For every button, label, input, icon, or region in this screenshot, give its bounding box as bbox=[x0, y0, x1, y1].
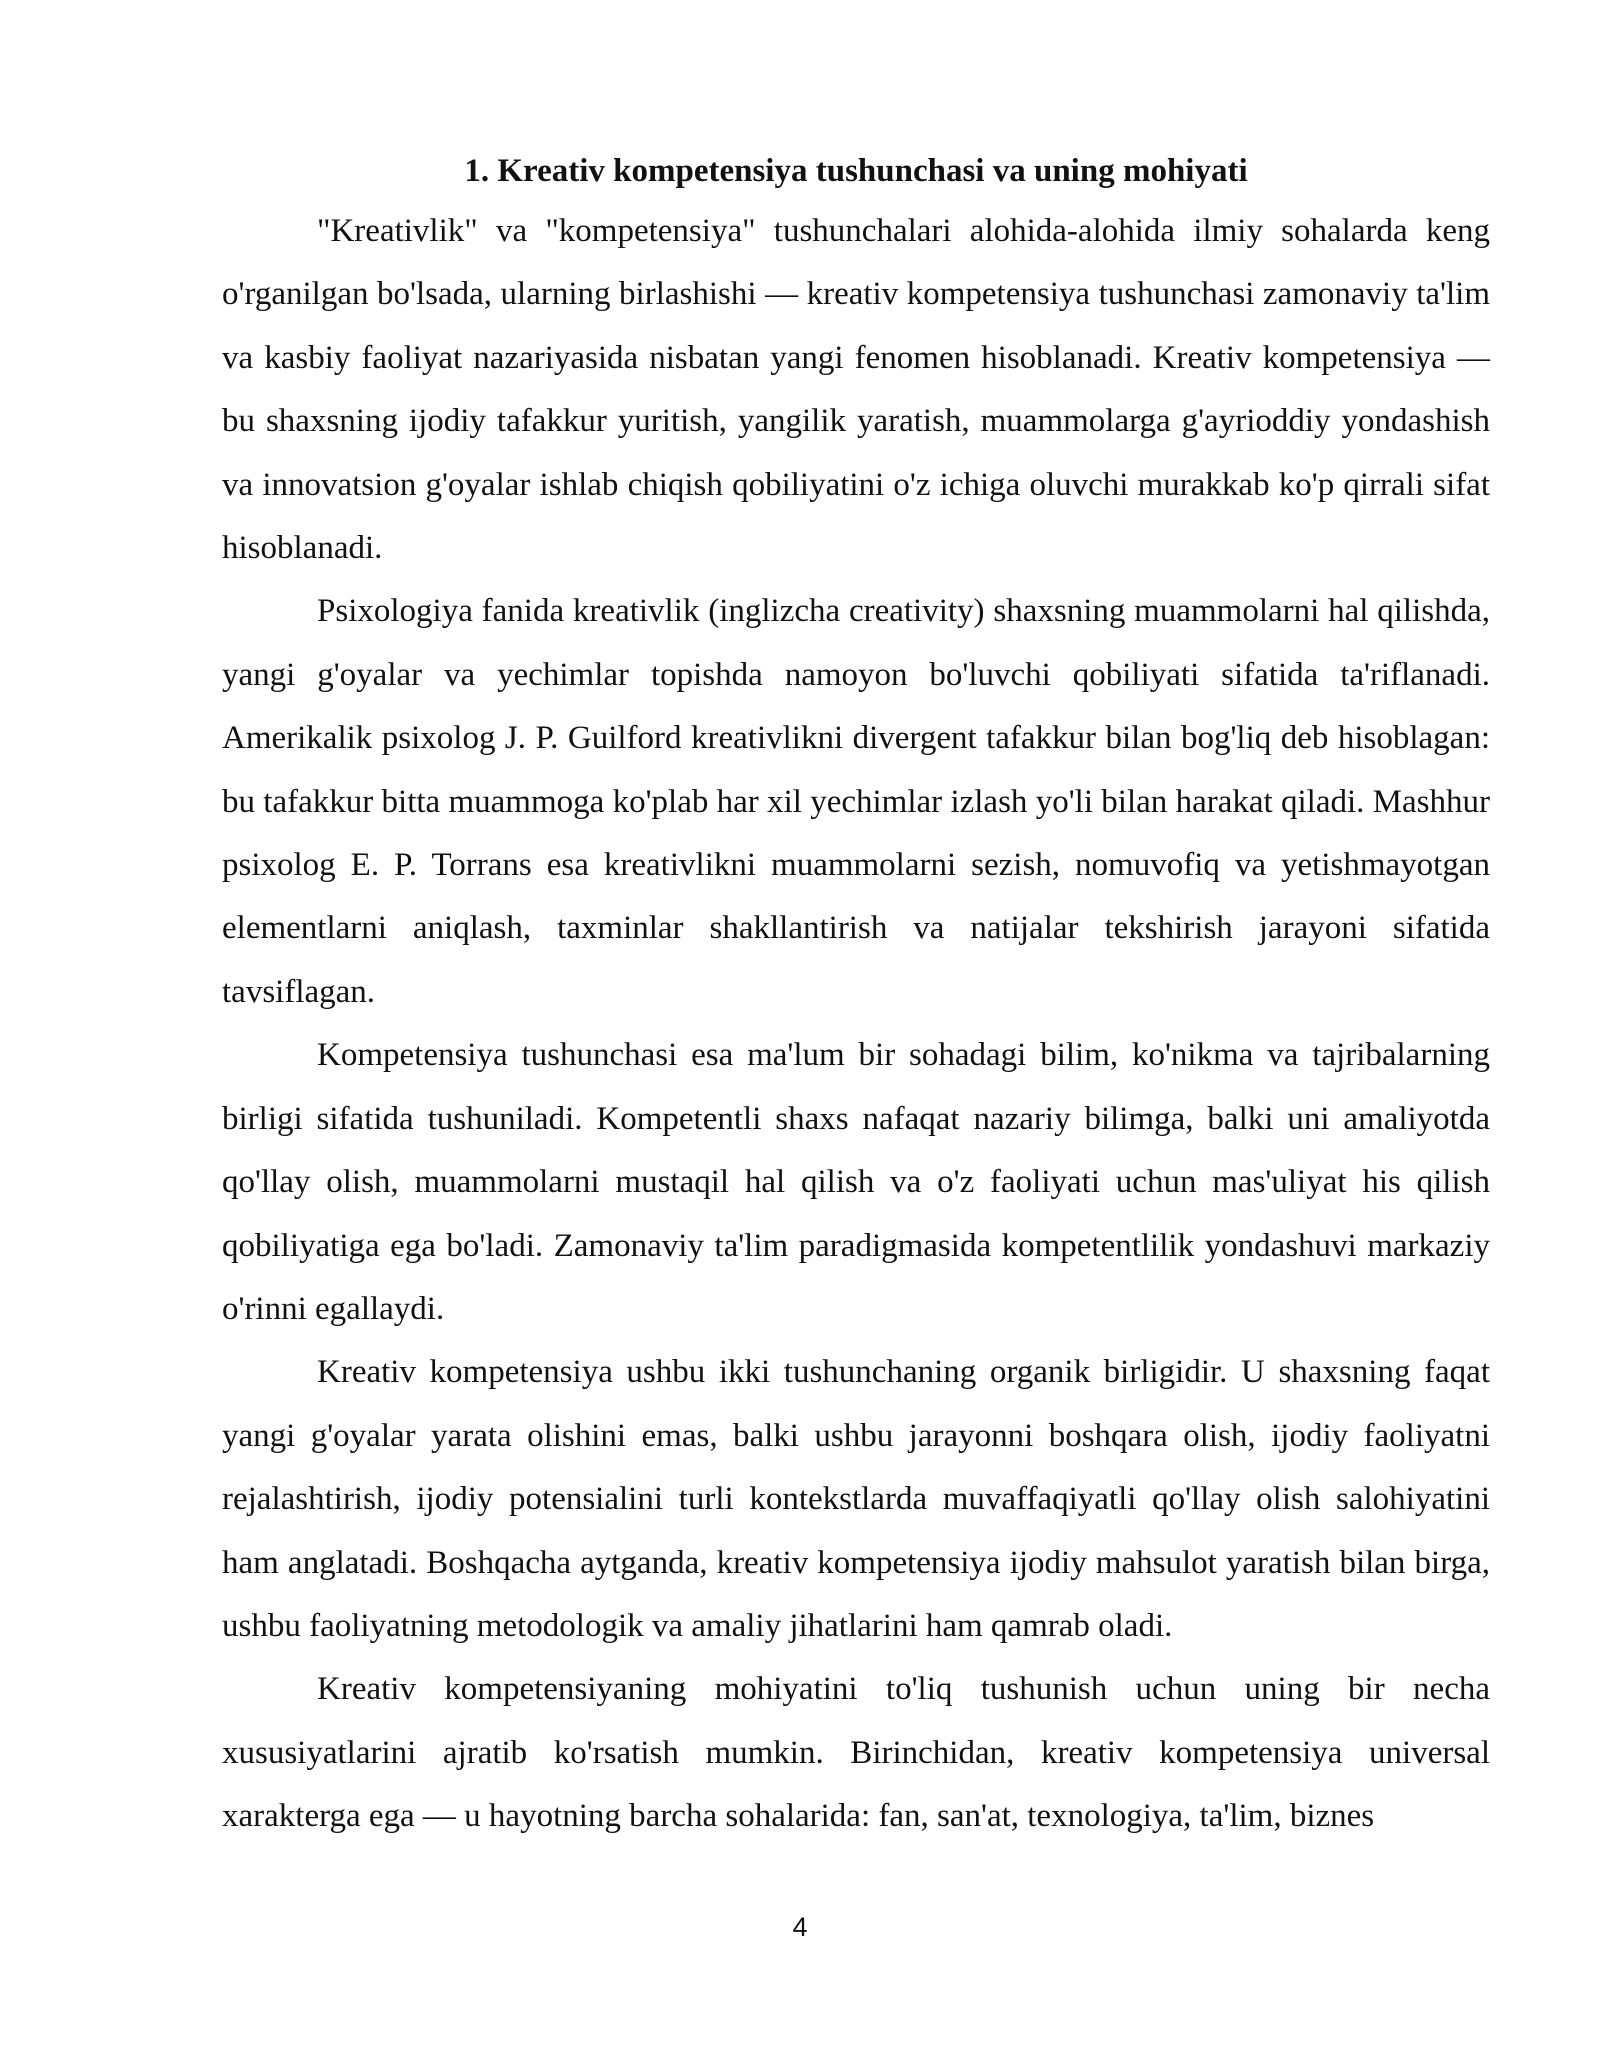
page-body bbox=[222, 142, 1490, 1849]
paragraph-5: Kreativ kompetensiyaning mohiyatini to'liq tushunish uchun uning bir necha xususiyatlarini ajratib ko'rsatish mumkin. Birinchidan, kreativ kompetensiya universal xarakterga ega — u hayotning barcha sohalarida: fan, san'at, texnologiya, ta'lim, biznes bbox=[222, 1671, 1490, 1835]
paragraph-1: "Kreativlik" va "kompetensiya" tushunchalari alohida-alohida ilmiy sohalarda keng o'rganilgan bo'lsada, ularning birlashishi — kreativ kompetensiya tushunchasi zamonaviy ta'lim va kasbiy faoliyat nazariyasida nisbatan yangi fenomen hisoblanadi. Kreativ kompetensiya — bu shaxsning ijodiy tafakkur yuritish, yangilik yaratish, muammolarga g'ayrioddiy yondashish va innovatsion g'oyalar ishlab chiqish qobiliyatini o'z ichiga oluvchi murakkab ko'p qirrali sifat hisoblanadi. bbox=[222, 213, 1490, 567]
paragraph-3: Kompetensiya tushunchasi esa ma'lum bir sohadagi bilim, ko'nikma va tajribalarning birligi sifatida tushuniladi. Kompetentli shaxs nafaqat nazariy bilimga, balki uni amaliyotda qo'llay olish, muammolarni mustaqil hal qilish va o'z faoliyati uchun mas'uliyat his qilish qobiliyatiga ega bo'ladi. Zamonaviy ta'lim paradigmasida kompetentlilik yondashuvi markaziy o'rinni egallaydi. bbox=[222, 1037, 1490, 1327]
paragraph-2: Psixologiya fanida kreativlik (inglizcha creativity) shaxsning muammolarni hal qilishda, yangi g'oyalar va yechimlar topishda namoyon bo'luvchi qobiliyati sifatida ta'riflanadi. Amerikalik psixolog J. P. Guilford kreativlikni divergent tafakkur bilan bog'liq deb hisoblagan: bu tafakkur bitta muammoga ko'plab har xil yechimlar izlash yo'li bilan harakat qiladi. Mashhur psixolog E. P. Torrans esa kreativlikni muammolarni sezish, nomuvofiq va yetishmayotgan elementlarni aniqlash, taxminlar shakllantirish va natijalar tekshirish jarayoni sifatida tavsiflagan. bbox=[222, 593, 1490, 1010]
paragraph-4: Kreativ kompetensiya ushbu ikki tushunchaning organik birligidir. U shaxsning faqat yangi g'oyalar yarata olishini emas, balki ushbu jarayonni boshqara olish, ijodiy faoliyatni rejalashtirish, ijodiy potensialini turli kontekstlarda muvaffaqiyatli qo'llay olish salohiyatini ham anglatadi. Boshqacha aytganda, kreativ kompetensiya ijodiy mahsulot yaratish bilan birga, ushbu faoliyatning metodologik va amaliy jihatlarini ham qamrab oladi. bbox=[222, 1354, 1490, 1644]
page-number: 4 bbox=[792, 1912, 808, 1942]
section-title: 1. Kreativ kompetensiya tushunchasi va uning mohiyati bbox=[464, 153, 1248, 189]
